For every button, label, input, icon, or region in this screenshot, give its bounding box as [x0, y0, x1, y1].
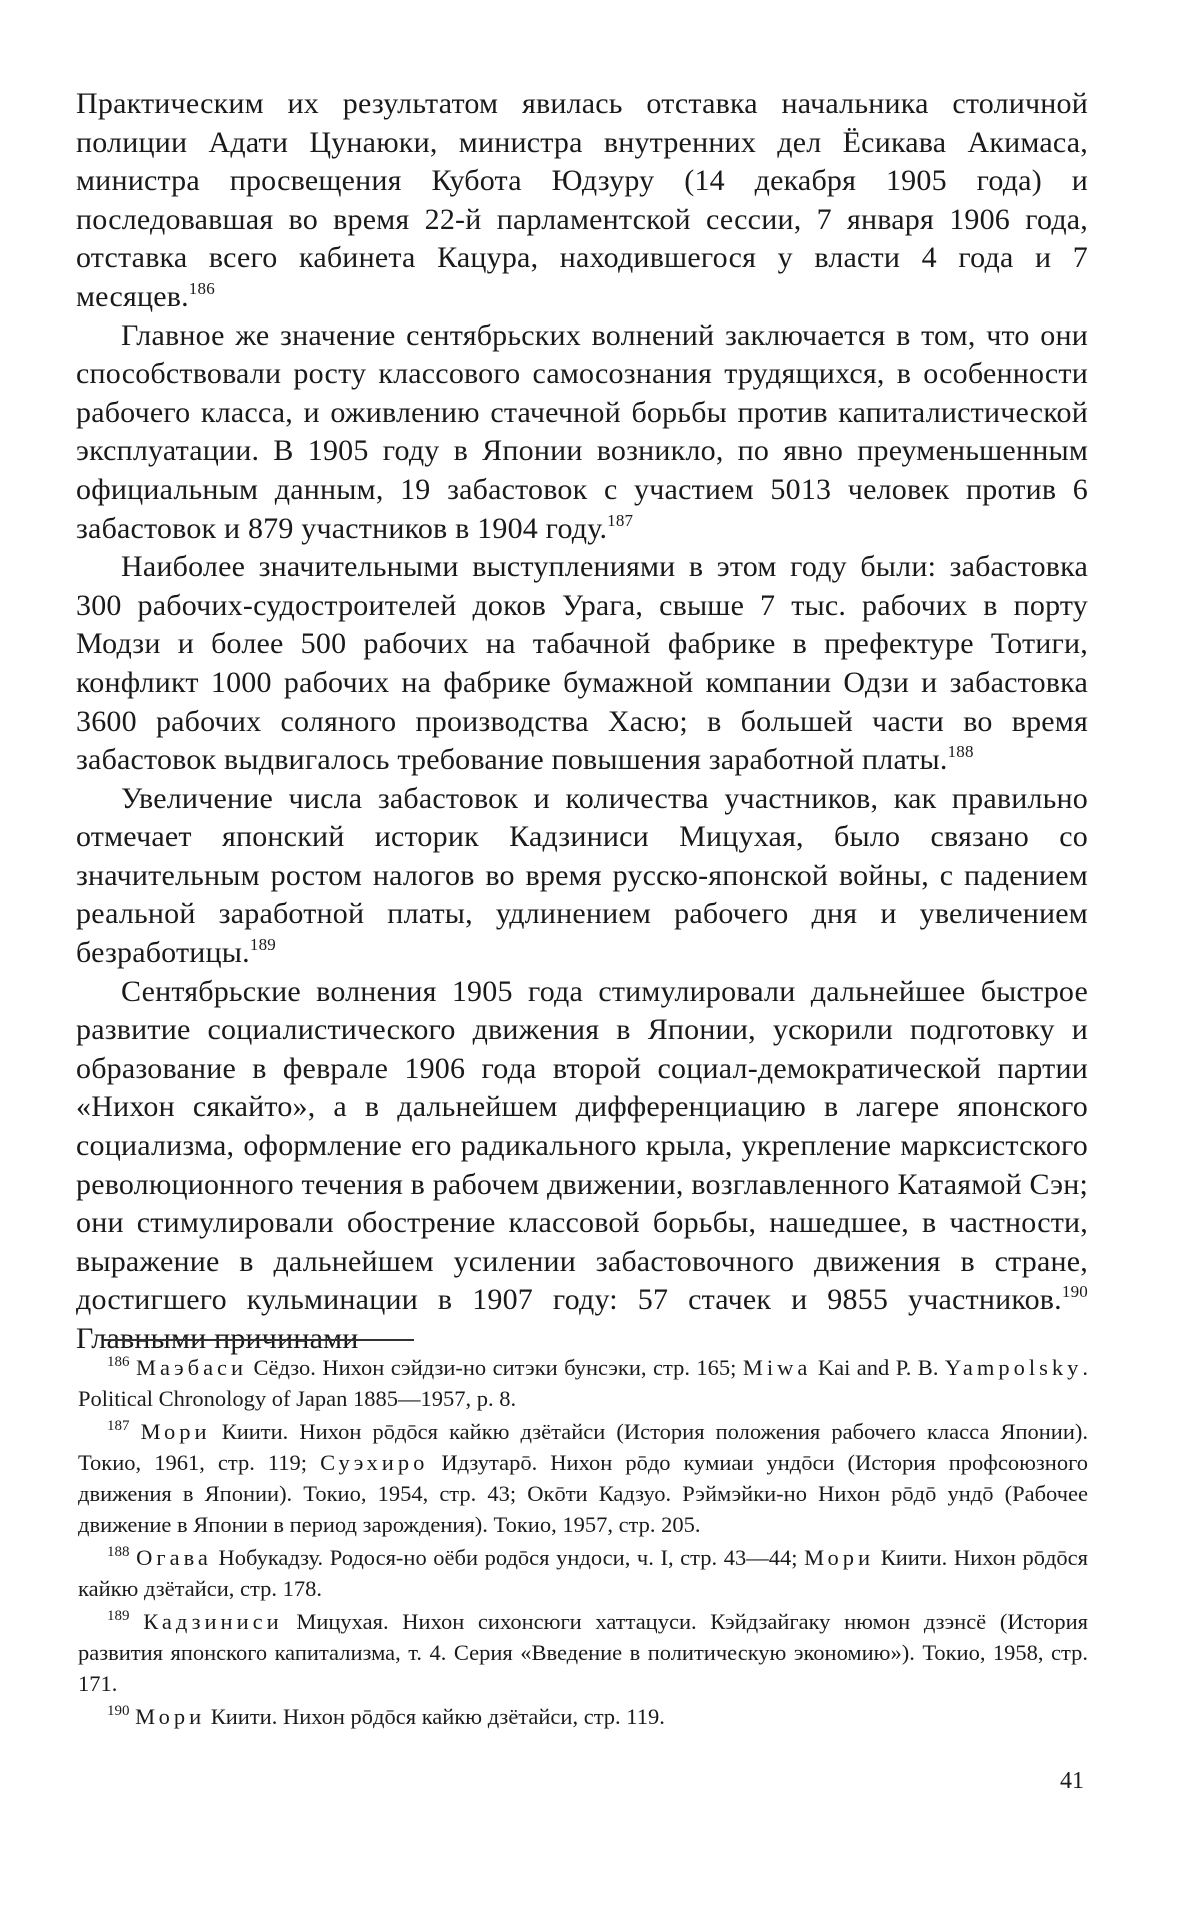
text-run: Наиболее значительными выступлениями в этом году были: забастовка 300 рабочих-судостроителей доков Урага, свыше 7 тыс. рабочих в порту Модзи и более 500 рабочих на табачной фабрике в префектуре Тотиги, конфликт 1000 рабочих на фабрике бумажной компании Одзи и забастовка 3600 рабочих соляного производства Хасю; в большей части во время забастовок выдвигалось требование повышения заработной платы. [76, 550, 1088, 777]
footnote-ref: 188 [107, 1544, 130, 1560]
author-surname: Мори [135, 1704, 206, 1729]
author-surname: Мори [140, 1419, 211, 1444]
footnotes [78, 1352, 1088, 1734]
text-run: Мицухая. Нихон сихонсюги хаттацуси. Кэйдзайгаку нюмон дзэнсё (История развития японского капитализма, т. 4. Серия «Введение в политическую экономию»). Токио, 1958, стр. 171. [78, 1609, 1089, 1696]
paragraph [76, 548, 1088, 780]
footnote-ref: 189 [107, 1608, 130, 1624]
footnote-ref: 190 [1061, 1282, 1088, 1302]
text-run: Киити. Нихон рōдōся кайкю дзётайси, стр. 119. [205, 1704, 665, 1729]
author-surname: Yampolsky [944, 1355, 1083, 1380]
text-run: Сёдзо. Нихон сэйдзи-но ситэки бунсэки, стр. 165; [247, 1355, 743, 1380]
footnote-ref: 188 [947, 742, 974, 762]
text-run: Главное же значение сентябрьских волнений заключается в том, что они способствовали росту классового самосознания трудящихся, в особенности рабочего класса, и оживлению стачечной борьбы против капиталистической эксплуатации. В 1905 году в Японии возникло, по явно преуменьшенным официальным данным, 19 забастовок с участием 5013 человек против 6 забастовок и 879 участников в 1904 году. [76, 318, 1088, 545]
footnote-ref: 189 [249, 935, 276, 955]
footnote-ref: 190 [107, 1703, 130, 1719]
paragraph [76, 317, 1088, 549]
main-text [76, 85, 1088, 1359]
footnote [78, 1606, 1088, 1699]
footnote [78, 1542, 1088, 1604]
text-run [130, 1609, 144, 1634]
paragraph [76, 780, 1088, 973]
text-run: Сентябрьские волнения 1905 года стимулировали дальнейшее быстрое развитие социалистического движения в Японии, ускорили подготовку и образование в феврале 1906 года второй социал-демократической партии «Нихон сякайто», а в дальнейшем дифференциацию в лагере японского социализма, оформление его радикального крыла, укрепление марксистского революционного течения в рабочем движении, возглавленного Катаямой Сэн; они стимулировали обострение классовой борьбы, нашедшее, в частности, выражение в дальнейшем усилении забастовочного движения в стране, достигшего кульминации в 1907 году: 57 стачек и 9855 участников. [76, 974, 1088, 1317]
footnote-ref: 186 [188, 278, 215, 298]
author-surname: Суэхиро [320, 1450, 429, 1475]
footnote [78, 1701, 1088, 1732]
author-surname: Кадзиниси [143, 1609, 283, 1634]
footnote-ref: 186 [107, 1354, 130, 1370]
text-run: . Political Chronology of Japan 1885—1957, p. 8. [78, 1355, 1089, 1411]
text-run: Kai and P. B. [811, 1355, 945, 1380]
author-surname: Miwa [742, 1355, 812, 1380]
footnote-divider [104, 1339, 414, 1341]
author-surname: Мори [804, 1545, 875, 1570]
footnote-ref: 187 [607, 510, 634, 530]
footnote [78, 1352, 1088, 1414]
author-surname: Огава [136, 1545, 212, 1570]
footnote [78, 1416, 1088, 1540]
text-run: Киити. Нихон рōдōся кайкю дзётайси, стр. 178. [78, 1545, 1089, 1601]
text-run: Практическим их результатом явилась отставка начальника столичной полиции Адати Цунаюки, министра внутренних дел Ёсикава Акимаса, министра просвещения Кубота Юдзуру (14 декабря 1905 года) и последовавшая во время 22-й парламентской сессии, 7 января 1906 года, отставка всего кабинета Кацура, находившегося у власти 4 года и 7 месяцев. [76, 87, 1088, 313]
page-number: 41 [1060, 1768, 1084, 1794]
text-run: Киити. Нихон рōдōся кайкю дзётайси (История положения рабочего класса Японии). Токио, 1961, стр. 119; [78, 1419, 1089, 1475]
text-run: Увеличение числа забастовок и количества участников, как правильно отмечает японский историк Кадзиниси Мицухая, было связано со значительным ростом налогов во время русско-японской войны, с падением реальной заработной платы, удлинением рабочего дня и увеличением безработицы. [76, 781, 1088, 970]
text-run: Нобукадзу. Родося-но оёби родōся ундоси, ч. I, стр. 43—44; [211, 1545, 805, 1570]
text-run [130, 1419, 141, 1444]
paragraph [76, 85, 1088, 317]
footnote-ref: 187 [107, 1418, 130, 1434]
text-run: Идзутарō. Нихон рōдо кумиаи ундōси (История профсоюзного движения в Японии). Токио, 1954, стр. 43; Окōти Кадзуо. Рэймэйки-но Нихон рōдō ундō (Рабочее движение в Японии в период зарождения). Токио, 1957, стр. 205. [78, 1450, 1088, 1537]
author-surname: Маэбаси [135, 1355, 248, 1380]
paragraph [76, 973, 1088, 1359]
text-run: Главными причинами [76, 1322, 359, 1355]
